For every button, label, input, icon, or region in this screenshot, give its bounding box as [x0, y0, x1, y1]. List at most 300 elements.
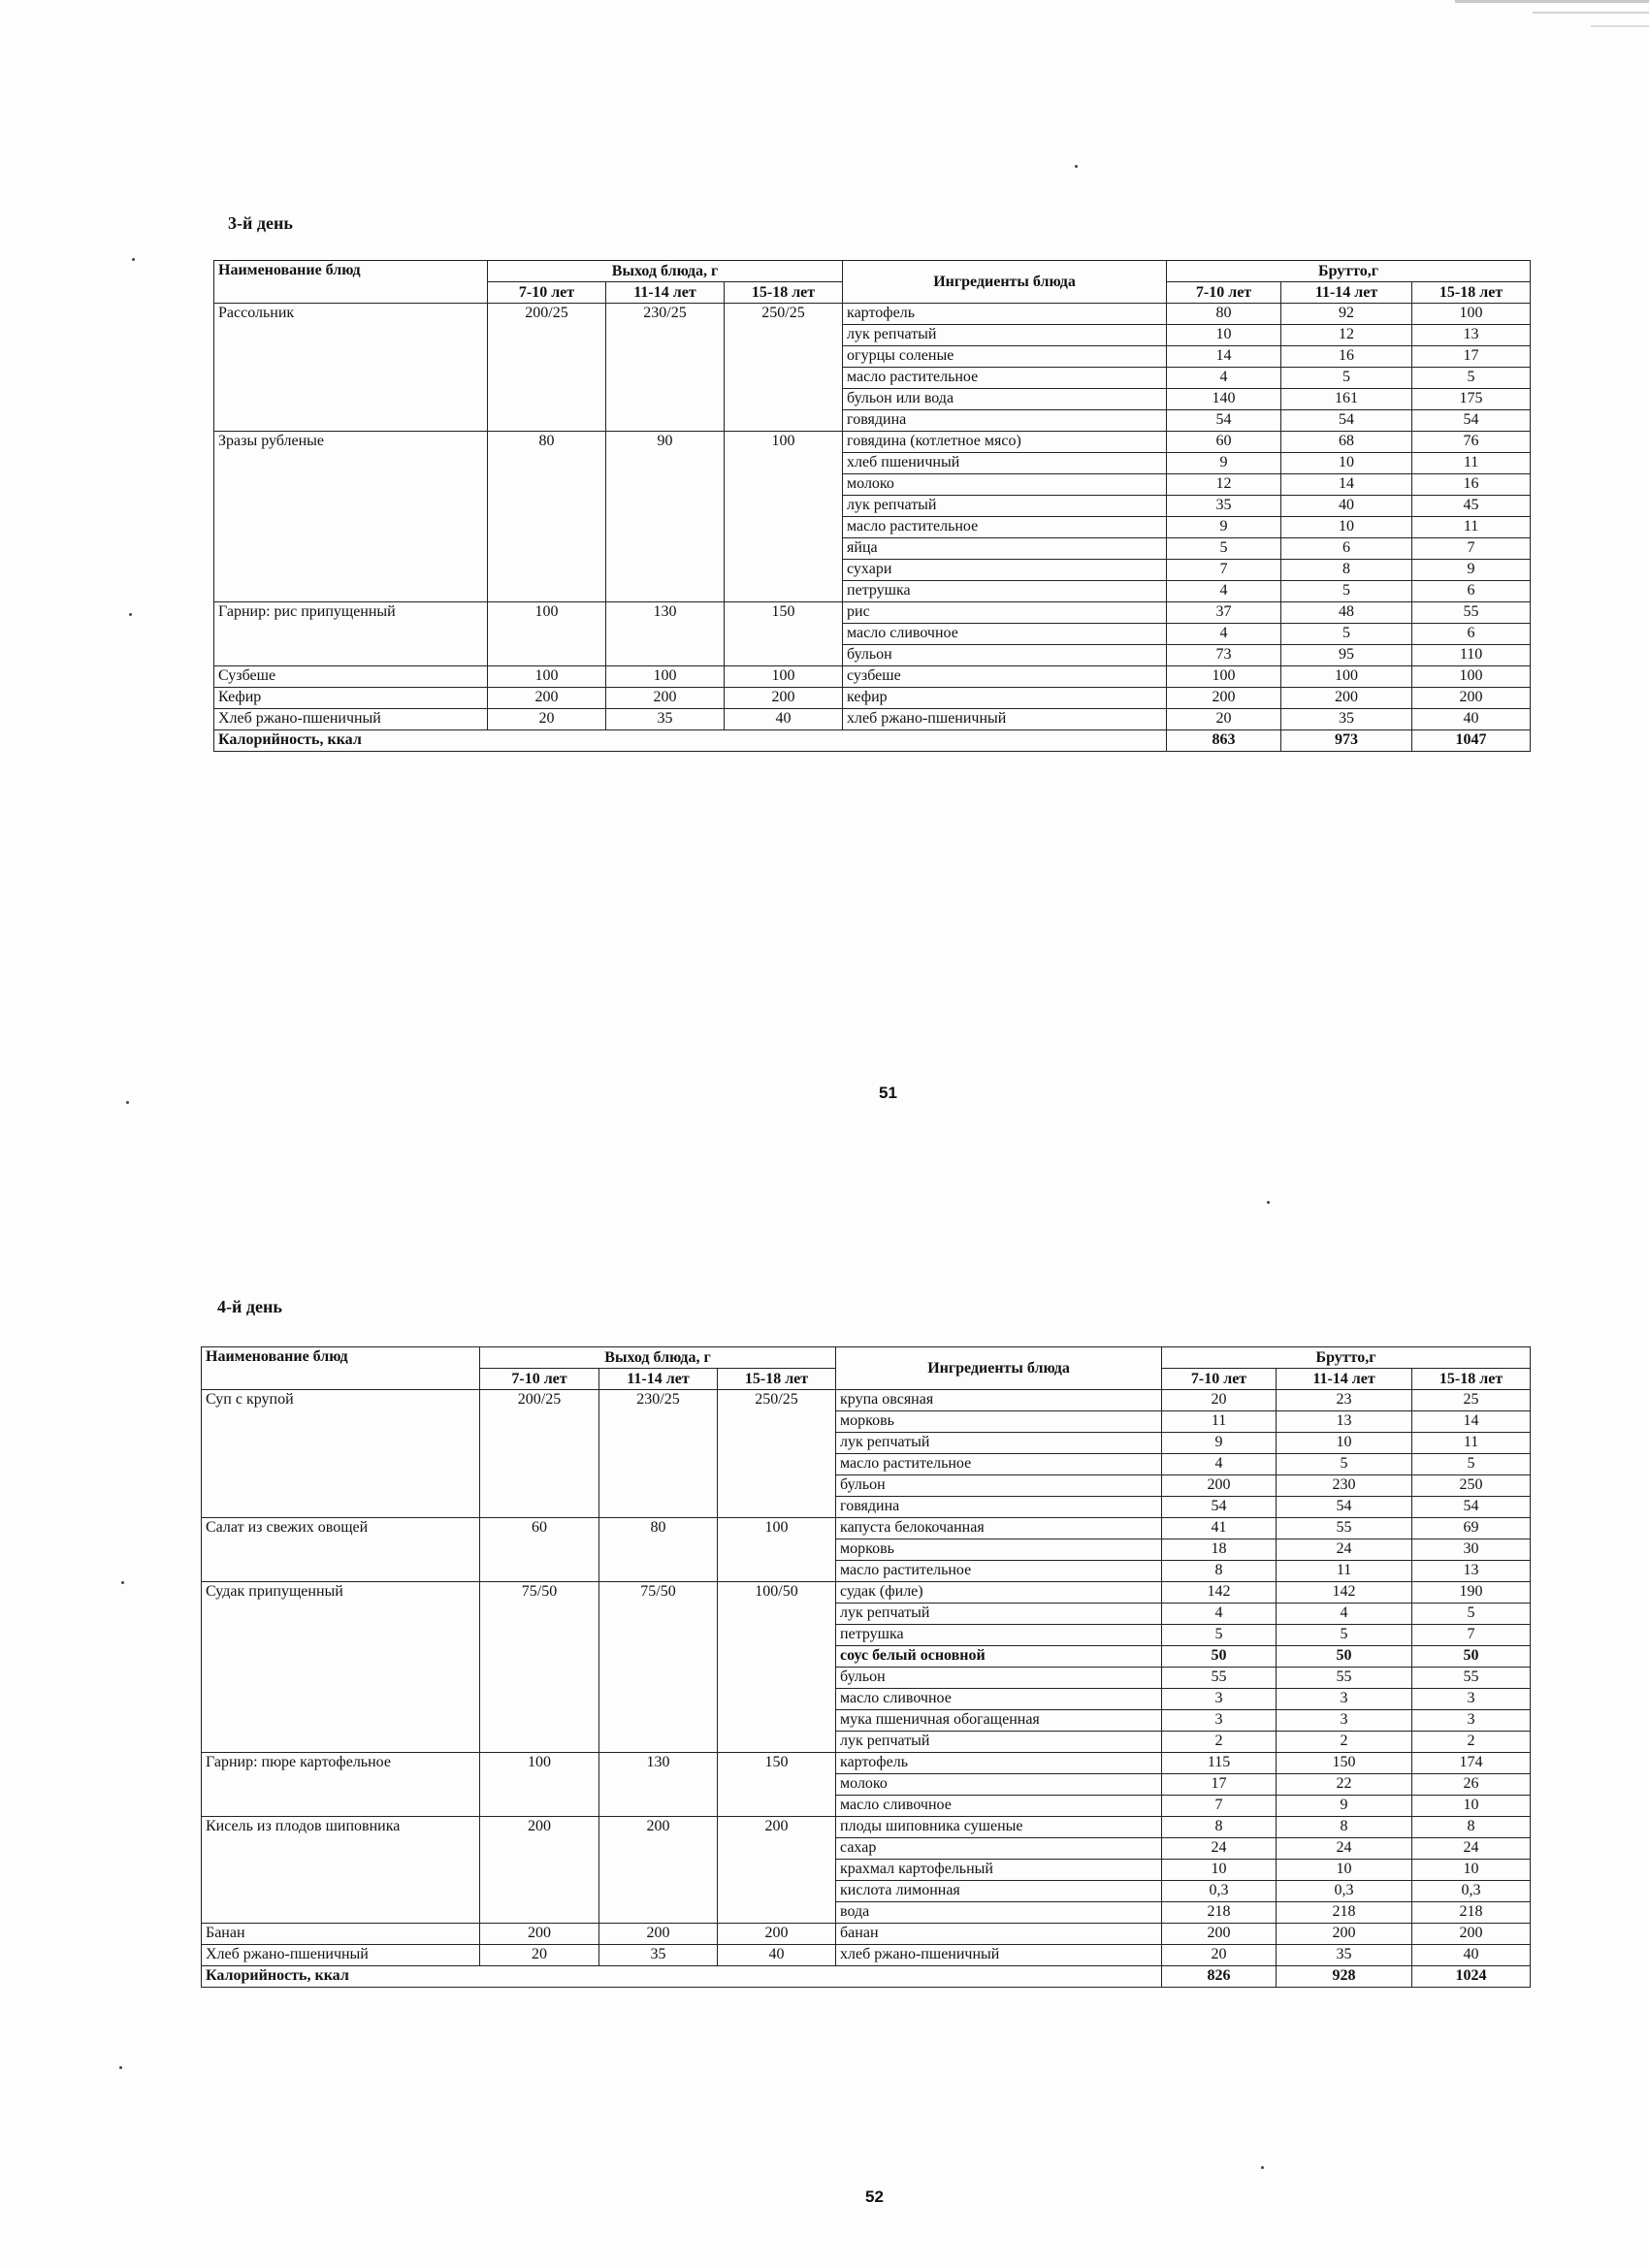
ingredient-brutto: 10 [1277, 1433, 1412, 1454]
ingredient-name: мука пшеничная обогащенная [836, 1710, 1162, 1732]
ingredient-brutto: 174 [1412, 1753, 1531, 1774]
ingredient-brutto: 0,3 [1162, 1881, 1277, 1902]
ingredient-brutto: 54 [1412, 410, 1531, 432]
ingredient-brutto: 18 [1162, 1539, 1277, 1561]
ingredient-name: хлеб ржано-пшеничный [843, 709, 1167, 730]
table-row [202, 1924, 1531, 1945]
header-yield-age: 7-10 лет [488, 282, 606, 304]
day4-title: 4-й день [217, 1297, 282, 1316]
ingredient-brutto: 40 [1281, 496, 1412, 517]
table-row [202, 1945, 1531, 1966]
ingredient-name: масло сливочное [836, 1796, 1162, 1817]
ingredient-brutto: 55 [1162, 1668, 1277, 1689]
ingredient-name: кефир [843, 688, 1167, 709]
ingredient-brutto: 8 [1277, 1817, 1412, 1838]
dish-yield: 60 [480, 1518, 599, 1582]
ingredient-brutto: 8 [1162, 1817, 1277, 1838]
ingredient-name: хлеб пшеничный [843, 453, 1167, 474]
ingredient-name: кислота лимонная [836, 1881, 1162, 1902]
ingredient-name: масло растительное [836, 1454, 1162, 1475]
ingredient-brutto: 8 [1412, 1817, 1531, 1838]
header-yield-age: 15-18 лет [718, 1369, 836, 1390]
ingredient-name: масло растительное [836, 1561, 1162, 1582]
ingredient-brutto: 7 [1162, 1796, 1277, 1817]
scan-speck [1261, 2166, 1264, 2169]
ingredient-brutto: 100 [1167, 666, 1281, 688]
ingredient-name: плоды шиповника сушеные [836, 1817, 1162, 1838]
ingredient-name: капуста белокочанная [836, 1518, 1162, 1539]
ingredient-name: морковь [836, 1411, 1162, 1433]
ingredient-brutto: 95 [1281, 645, 1412, 666]
ingredient-brutto: 218 [1412, 1902, 1531, 1924]
ingredient-name: хлеб ржано-пшеничный [836, 1945, 1162, 1966]
ingredient-brutto: 50 [1162, 1646, 1277, 1668]
header-brutto: Брутто,г [1162, 1347, 1531, 1369]
ingredient-brutto: 230 [1277, 1475, 1412, 1497]
ingredient-brutto: 69 [1412, 1518, 1531, 1539]
ingredient-brutto: 5 [1167, 538, 1281, 560]
ingredient-brutto: 22 [1277, 1774, 1412, 1796]
ingredient-name: яйца [843, 538, 1167, 560]
ingredient-brutto: 218 [1162, 1902, 1277, 1924]
dish-yield: 200 [480, 1924, 599, 1945]
dish-yield: 100 [725, 432, 843, 602]
ingredient-brutto: 5 [1281, 581, 1412, 602]
ingredient-brutto: 200 [1277, 1924, 1412, 1945]
ingredient-name: лук репчатый [836, 1433, 1162, 1454]
ingredient-brutto: 16 [1281, 346, 1412, 368]
dish-yield: 35 [606, 709, 725, 730]
ingredient-brutto: 200 [1412, 1924, 1531, 1945]
table-row [214, 709, 1531, 730]
ingredient-brutto: 37 [1167, 602, 1281, 624]
ingredient-brutto: 3 [1277, 1710, 1412, 1732]
ingredient-brutto: 11 [1412, 453, 1531, 474]
ingredient-brutto: 4 [1277, 1604, 1412, 1625]
ingredient-name: огурцы соленые [843, 346, 1167, 368]
ingredient-brutto: 73 [1167, 645, 1281, 666]
dish-yield: 100 [480, 1753, 599, 1817]
header-brutto-age: 11-14 лет [1277, 1369, 1412, 1390]
dish-yield: 200 [480, 1817, 599, 1924]
ingredient-brutto: 11 [1277, 1561, 1412, 1582]
ingredient-brutto: 55 [1412, 602, 1531, 624]
ingredient-brutto: 8 [1162, 1561, 1277, 1582]
day3-menu-table [213, 260, 1531, 752]
ingredient-brutto: 110 [1412, 645, 1531, 666]
ingredient-brutto: 142 [1277, 1582, 1412, 1604]
dish-name: Рассольник [214, 304, 488, 432]
ingredient-brutto: 5 [1412, 1454, 1531, 1475]
dish-name: Гарнир: рис припущенный [214, 602, 488, 666]
dish-yield: 250/25 [725, 304, 843, 432]
ingredient-brutto: 4 [1167, 368, 1281, 389]
ingredient-brutto: 6 [1412, 624, 1531, 645]
ingredient-name: бульон или вода [843, 389, 1167, 410]
ingredient-brutto: 9 [1162, 1433, 1277, 1454]
ingredient-name: лук репчатый [843, 325, 1167, 346]
dish-yield: 100 [606, 666, 725, 688]
header-yield-age: 7-10 лет [480, 1369, 599, 1390]
ingredient-brutto: 200 [1167, 688, 1281, 709]
table-row [202, 1753, 1531, 1774]
scan-speck [129, 613, 132, 616]
dish-yield: 130 [599, 1753, 718, 1817]
dish-yield: 100 [718, 1518, 836, 1582]
dish-yield: 150 [718, 1753, 836, 1817]
dish-yield: 100 [488, 666, 606, 688]
table-row [214, 602, 1531, 624]
ingredient-brutto: 14 [1167, 346, 1281, 368]
ingredient-brutto: 30 [1412, 1539, 1531, 1561]
dish-yield: 20 [488, 709, 606, 730]
ingredient-brutto: 7 [1167, 560, 1281, 581]
ingredient-name: говядина [836, 1497, 1162, 1518]
ingredient-brutto: 55 [1412, 1668, 1531, 1689]
ingredient-brutto: 6 [1281, 538, 1412, 560]
ingredient-brutto: 24 [1277, 1838, 1412, 1860]
ingredient-brutto: 10 [1281, 453, 1412, 474]
ingredient-name: масло растительное [843, 517, 1167, 538]
calories-label: Калорийность, ккал [214, 730, 1167, 752]
dish-name: Хлеб ржано-пшеничный [202, 1945, 480, 1966]
ingredient-brutto: 12 [1281, 325, 1412, 346]
header-yield-age: 11-14 лет [599, 1369, 718, 1390]
dish-name: Гарнир: пюре картофельное [202, 1753, 480, 1817]
dish-yield: 200 [718, 1924, 836, 1945]
ingredient-brutto: 161 [1281, 389, 1412, 410]
scan-edge-line [1455, 0, 1649, 3]
ingredient-brutto: 13 [1277, 1411, 1412, 1433]
ingredient-brutto: 68 [1281, 432, 1412, 453]
header-brutto: Брутто,г [1167, 261, 1531, 282]
header-brutto-age: 11-14 лет [1281, 282, 1412, 304]
ingredient-name: лук репчатый [836, 1732, 1162, 1753]
ingredient-brutto: 17 [1412, 346, 1531, 368]
ingredient-brutto: 5 [1412, 1604, 1531, 1625]
header-yield: Выход блюда, г [480, 1347, 836, 1369]
dish-yield: 40 [718, 1945, 836, 1966]
ingredient-brutto: 76 [1412, 432, 1531, 453]
dish-yield: 80 [488, 432, 606, 602]
ingredient-brutto: 55 [1277, 1518, 1412, 1539]
ingredient-brutto: 17 [1162, 1774, 1277, 1796]
ingredient-brutto: 4 [1162, 1604, 1277, 1625]
ingredient-brutto: 10 [1281, 517, 1412, 538]
ingredient-brutto: 9 [1167, 453, 1281, 474]
ingredient-brutto: 54 [1281, 410, 1412, 432]
ingredient-brutto: 2 [1412, 1732, 1531, 1753]
ingredient-brutto: 11 [1412, 1433, 1531, 1454]
ingredient-brutto: 10 [1412, 1796, 1531, 1817]
dish-name: Банан [202, 1924, 480, 1945]
table-row [202, 1518, 1531, 1539]
ingredient-brutto: 5 [1162, 1625, 1277, 1646]
scan-edge-line [1533, 12, 1649, 14]
table-row [214, 666, 1531, 688]
ingredient-brutto: 150 [1277, 1753, 1412, 1774]
ingredient-name: молоко [836, 1774, 1162, 1796]
dish-name: Кисель из плодов шиповника [202, 1817, 480, 1924]
ingredient-brutto: 5 [1412, 368, 1531, 389]
ingredient-brutto: 12 [1167, 474, 1281, 496]
table-row [202, 1817, 1531, 1838]
ingredient-brutto: 10 [1277, 1860, 1412, 1881]
dish-yield: 200 [599, 1817, 718, 1924]
dish-name: Хлеб ржано-пшеничный [214, 709, 488, 730]
ingredient-brutto: 41 [1162, 1518, 1277, 1539]
ingredient-brutto: 5 [1281, 368, 1412, 389]
ingredient-brutto: 40 [1412, 1945, 1531, 1966]
header-row [214, 261, 1531, 282]
ingredient-brutto: 9 [1412, 560, 1531, 581]
ingredient-brutto: 50 [1277, 1646, 1412, 1668]
scan-edge-line [1591, 25, 1649, 27]
ingredient-brutto: 11 [1162, 1411, 1277, 1433]
ingredient-brutto: 3 [1277, 1689, 1412, 1710]
ingredient-brutto: 100 [1412, 666, 1531, 688]
ingredient-brutto: 55 [1277, 1668, 1412, 1689]
ingredient-name: молоко [843, 474, 1167, 496]
ingredient-name: бульон [843, 645, 1167, 666]
ingredient-name: петрушка [836, 1625, 1162, 1646]
ingredient-brutto: 13 [1412, 1561, 1531, 1582]
ingredient-brutto: 24 [1162, 1838, 1277, 1860]
calories-value: 826 [1162, 1966, 1277, 1988]
ingredient-brutto: 4 [1167, 581, 1281, 602]
ingredient-brutto: 175 [1412, 389, 1531, 410]
ingredient-name: сухари [843, 560, 1167, 581]
ingredient-brutto: 20 [1162, 1390, 1277, 1411]
ingredient-name: бульон [836, 1668, 1162, 1689]
ingredient-brutto: 54 [1412, 1497, 1531, 1518]
header-dish-name: Наименование блюд [202, 1347, 480, 1390]
calories-value: 928 [1277, 1966, 1412, 1988]
dish-yield: 200 [725, 688, 843, 709]
dish-yield: 35 [599, 1945, 718, 1966]
dish-name: Суп с крупой [202, 1390, 480, 1518]
ingredient-brutto: 3 [1412, 1689, 1531, 1710]
ingredient-name: лук репчатый [836, 1604, 1162, 1625]
ingredient-brutto: 60 [1167, 432, 1281, 453]
ingredient-name: банан [836, 1924, 1162, 1945]
dish-yield: 200/25 [488, 304, 606, 432]
ingredient-brutto: 25 [1412, 1390, 1531, 1411]
calories-value: 863 [1167, 730, 1281, 752]
ingredient-brutto: 23 [1277, 1390, 1412, 1411]
scan-speck [1075, 165, 1078, 168]
ingredient-brutto: 190 [1412, 1582, 1531, 1604]
scan-speck [121, 1581, 124, 1584]
ingredient-name: масло сливочное [836, 1689, 1162, 1710]
header-brutto-age: 7-10 лет [1167, 282, 1281, 304]
ingredient-brutto: 11 [1412, 517, 1531, 538]
ingredient-name: сахар [836, 1838, 1162, 1860]
ingredient-name: лук репчатый [843, 496, 1167, 517]
ingredient-brutto: 10 [1412, 1860, 1531, 1881]
ingredient-brutto: 50 [1412, 1646, 1531, 1668]
ingredient-brutto: 140 [1167, 389, 1281, 410]
header-brutto-age: 15-18 лет [1412, 282, 1531, 304]
header-yield-age: 15-18 лет [725, 282, 843, 304]
ingredient-name: судак (филе) [836, 1582, 1162, 1604]
table-row [214, 688, 1531, 709]
dish-yield: 200 [599, 1924, 718, 1945]
ingredient-brutto: 218 [1277, 1902, 1412, 1924]
ingredient-brutto: 200 [1281, 688, 1412, 709]
dish-yield: 150 [725, 602, 843, 666]
header-ingredients: Ингредиенты блюда [836, 1347, 1162, 1390]
dish-yield: 20 [480, 1945, 599, 1966]
ingredient-brutto: 3 [1412, 1710, 1531, 1732]
scan-speck [119, 2066, 122, 2069]
dish-yield: 90 [606, 432, 725, 602]
dish-name: Салат из свежих овощей [202, 1518, 480, 1582]
header-row [202, 1347, 1531, 1369]
ingredient-name: сузбеше [843, 666, 1167, 688]
ingredient-brutto: 24 [1412, 1838, 1531, 1860]
header-brutto-age: 7-10 лет [1162, 1369, 1277, 1390]
dish-yield: 80 [599, 1518, 718, 1582]
ingredient-brutto: 5 [1277, 1454, 1412, 1475]
ingredient-brutto: 35 [1277, 1945, 1412, 1966]
day3-title: 3-й день [228, 213, 293, 233]
ingredient-name: масло растительное [843, 368, 1167, 389]
dish-yield: 200 [606, 688, 725, 709]
ingredient-name: петрушка [843, 581, 1167, 602]
ingredient-brutto: 9 [1277, 1796, 1412, 1817]
ingredient-brutto: 26 [1412, 1774, 1531, 1796]
dish-yield: 100 [488, 602, 606, 666]
ingredient-brutto: 0,3 [1277, 1881, 1412, 1902]
ingredient-name: крупа овсяная [836, 1390, 1162, 1411]
ingredient-brutto: 5 [1277, 1625, 1412, 1646]
ingredient-brutto: 100 [1412, 304, 1531, 325]
ingredient-brutto: 54 [1167, 410, 1281, 432]
ingredient-brutto: 250 [1412, 1475, 1531, 1497]
dish-yield: 200 [718, 1817, 836, 1924]
ingredient-brutto: 6 [1412, 581, 1531, 602]
ingredient-name: говядина (котлетное мясо) [843, 432, 1167, 453]
ingredient-brutto: 4 [1167, 624, 1281, 645]
table-row [202, 1582, 1531, 1604]
ingredient-brutto: 7 [1412, 1625, 1531, 1646]
ingredient-brutto: 5 [1281, 624, 1412, 645]
header-dish-name: Наименование блюд [214, 261, 488, 304]
dish-yield: 40 [725, 709, 843, 730]
ingredient-brutto: 0,3 [1412, 1881, 1531, 1902]
ingredient-brutto: 54 [1277, 1497, 1412, 1518]
ingredient-brutto: 9 [1167, 517, 1281, 538]
ingredient-brutto: 100 [1281, 666, 1412, 688]
header-yield-age: 11-14 лет [606, 282, 725, 304]
dish-yield: 250/25 [718, 1390, 836, 1518]
ingredient-brutto: 7 [1412, 538, 1531, 560]
dish-yield: 130 [606, 602, 725, 666]
ingredient-brutto: 40 [1412, 709, 1531, 730]
header-ingredients: Ингредиенты блюда [843, 261, 1167, 304]
dish-yield: 230/25 [599, 1390, 718, 1518]
table-row [202, 1390, 1531, 1411]
ingredient-name: картофель [836, 1753, 1162, 1774]
dish-yield: 230/25 [606, 304, 725, 432]
ingredient-name: масло сливочное [843, 624, 1167, 645]
ingredient-name: картофель [843, 304, 1167, 325]
ingredient-brutto: 14 [1281, 474, 1412, 496]
ingredient-brutto: 45 [1412, 496, 1531, 517]
ingredient-brutto: 200 [1412, 688, 1531, 709]
dish-yield: 100/50 [718, 1582, 836, 1753]
ingredient-brutto: 8 [1281, 560, 1412, 581]
ingredient-brutto: 2 [1277, 1732, 1412, 1753]
dish-yield: 75/50 [480, 1582, 599, 1753]
header-yield: Выход блюда, г [488, 261, 843, 282]
ingredient-brutto: 3 [1162, 1689, 1277, 1710]
ingredient-brutto: 20 [1162, 1945, 1277, 1966]
ingredient-brutto: 142 [1162, 1582, 1277, 1604]
ingredient-brutto: 24 [1277, 1539, 1412, 1561]
ingredient-brutto: 20 [1167, 709, 1281, 730]
ingredient-brutto: 14 [1412, 1411, 1531, 1433]
ingredient-brutto: 10 [1167, 325, 1281, 346]
scan-speck [126, 1101, 129, 1104]
ingredient-brutto: 16 [1412, 474, 1531, 496]
calories-value: 1024 [1412, 1966, 1531, 1988]
ingredient-name: бульон [836, 1475, 1162, 1497]
dish-name: Сузбеше [214, 666, 488, 688]
table-row [214, 304, 1531, 325]
scan-speck [132, 258, 135, 261]
dish-name: Судак припущенный [202, 1582, 480, 1753]
day4-menu-table [201, 1346, 1531, 1988]
dish-name: Зразы рубленые [214, 432, 488, 602]
dish-yield: 75/50 [599, 1582, 718, 1753]
ingredient-name: рис [843, 602, 1167, 624]
page-number-51: 51 [879, 1084, 897, 1102]
ingredient-brutto: 4 [1162, 1454, 1277, 1475]
dish-yield: 100 [725, 666, 843, 688]
scan-speck [1267, 1201, 1270, 1204]
calories-label: Калорийность, ккал [202, 1966, 1162, 1988]
table-row [214, 432, 1531, 453]
ingredient-brutto: 13 [1412, 325, 1531, 346]
dish-yield: 200 [488, 688, 606, 709]
dish-name: Кефир [214, 688, 488, 709]
ingredient-brutto: 92 [1281, 304, 1412, 325]
ingredient-brutto: 200 [1162, 1475, 1277, 1497]
ingredient-name: соус белый основной [836, 1646, 1162, 1668]
header-brutto-age: 15-18 лет [1412, 1369, 1531, 1390]
ingredient-brutto: 115 [1162, 1753, 1277, 1774]
ingredient-brutto: 200 [1162, 1924, 1277, 1945]
ingredient-name: крахмал картофельный [836, 1860, 1162, 1881]
ingredient-brutto: 10 [1162, 1860, 1277, 1881]
calories-row [202, 1966, 1531, 1988]
calories-row [214, 730, 1531, 752]
ingredient-brutto: 35 [1167, 496, 1281, 517]
ingredient-name: вода [836, 1902, 1162, 1924]
ingredient-name: морковь [836, 1539, 1162, 1561]
ingredient-brutto: 2 [1162, 1732, 1277, 1753]
ingredient-brutto: 48 [1281, 602, 1412, 624]
ingredient-brutto: 35 [1281, 709, 1412, 730]
calories-value: 973 [1281, 730, 1412, 752]
page-number-52: 52 [865, 2187, 884, 2206]
ingredient-brutto: 54 [1162, 1497, 1277, 1518]
ingredient-name: говядина [843, 410, 1167, 432]
dish-yield: 200/25 [480, 1390, 599, 1518]
ingredient-brutto: 80 [1167, 304, 1281, 325]
